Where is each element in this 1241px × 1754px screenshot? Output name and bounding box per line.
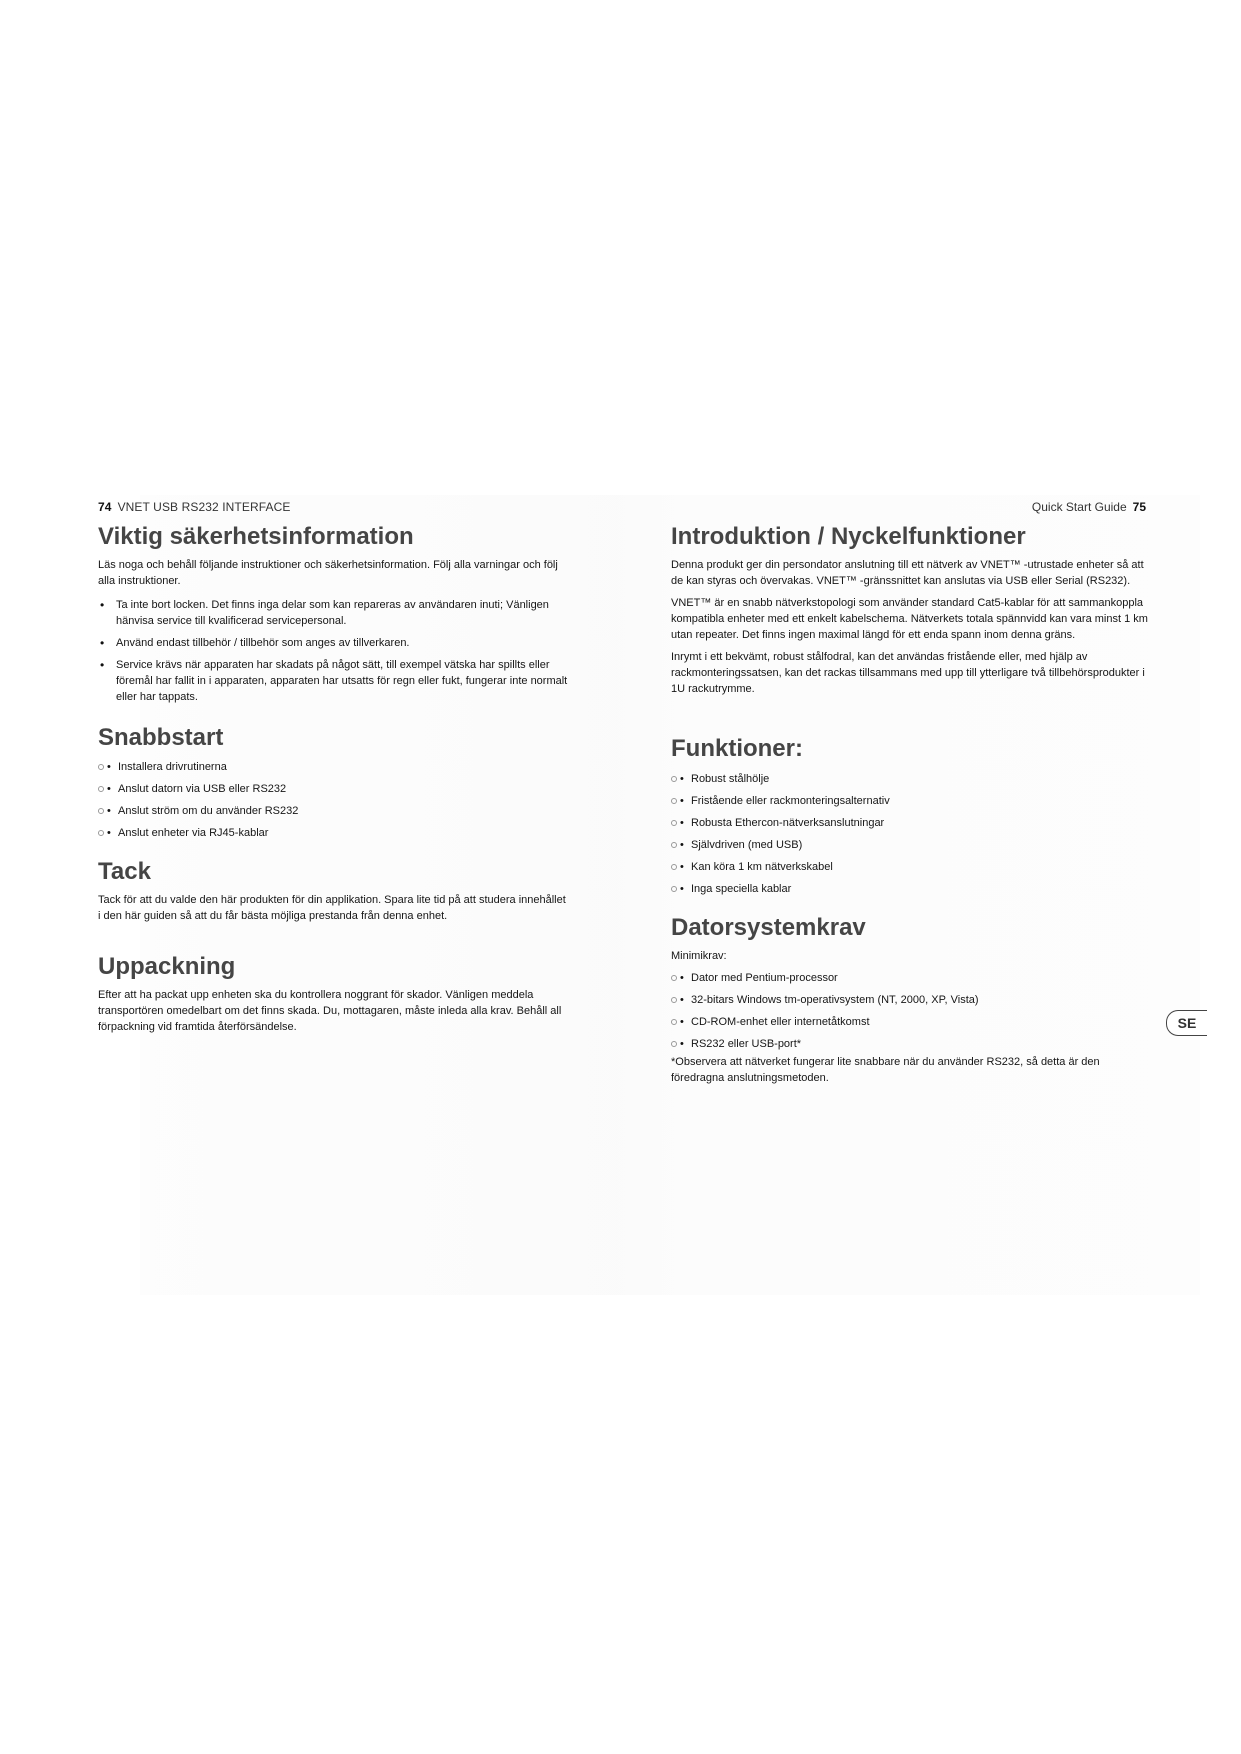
sysreq-heading: Datorsystemkrav (671, 914, 866, 941)
step-text: Anslut datorn via USB eller RS232 (118, 783, 287, 795)
right-page-header (900, 500, 1146, 514)
checkbox-circle-icon (98, 764, 104, 770)
safety-list (98, 597, 568, 705)
language-tab: SE (1166, 1010, 1207, 1036)
right-page-number: 75 (1132, 500, 1146, 514)
checkbox-circle-icon (671, 975, 677, 981)
step-text: Anslut enheter via RJ45-kablar (118, 827, 269, 839)
checkbox-circle-icon (671, 798, 677, 804)
intro-paragraph-1: Denna produkt ger din persondator anslutning till ett nätverk av VNET™ -utrustade enheter så att de kan styras och övervakas. VNET™ -gränssnittet kan anslutas via USB eller Serial (RS232). (671, 559, 1144, 587)
bullet-icon: • (680, 773, 684, 785)
requirement-text: 32-bitars Windows tm-operativsystem (NT, 2000, XP, Vista) (691, 994, 979, 1006)
list-item (98, 781, 568, 797)
feature-text: Kan köra 1 km nätverkskabel (691, 861, 833, 873)
quickstart-heading: Snabbstart (98, 724, 224, 751)
checkbox-circle-icon (671, 864, 677, 870)
list-item (98, 657, 568, 705)
bullet-icon: • (107, 761, 111, 773)
sysreq-section (671, 948, 1151, 1086)
bullet-icon: • (100, 658, 105, 672)
requirement-text: RS232 eller USB-port* (691, 1038, 802, 1050)
bullet-icon: • (680, 972, 684, 984)
features-section (671, 771, 1151, 903)
bullet-icon: • (100, 598, 105, 612)
safety-intro: Läs noga och behåll följande instruktioner och säkerhetsinformation. Följ alla varningar och följ alla instruktioner. (98, 559, 558, 587)
bullet-icon: • (107, 783, 111, 795)
sysreq-list (671, 970, 1151, 1052)
thanks-section (98, 892, 568, 924)
list-item (671, 1014, 1151, 1030)
step-text: Anslut ström om du använder RS232 (118, 805, 299, 817)
sysreq-note: *Observera att nätverket fungerar lite snabbare när du använder RS232, så detta är den föredragna anslutningsmetoden. (671, 1056, 1100, 1084)
bullet-icon: • (680, 839, 684, 851)
left-page-number: 74 (98, 500, 112, 514)
safety-heading: Viktig säkerhetsinformation (98, 523, 414, 550)
checkbox-circle-icon (671, 997, 677, 1003)
checkbox-circle-icon (671, 1041, 677, 1047)
quickstart-section (98, 759, 568, 847)
list-item (671, 815, 1151, 831)
feature-text: Robust stålhölje (691, 773, 770, 785)
safety-item-text: Service krävs när apparaten har skadats på något sätt, till exempel vätska har spillts eller föremål har fallit in i apparaten, apparaten har utsatts för regn eller fukt, fungerar inte normalt eller har tappats. (116, 659, 568, 703)
bullet-icon: • (107, 827, 111, 839)
checkbox-circle-icon (671, 842, 677, 848)
intro-heading: Introduktion / Nyckelfunktioner (671, 523, 1026, 550)
left-page-header (98, 500, 290, 514)
feature-text: Inga speciella kablar (691, 883, 792, 895)
left-header-title: VNET USB RS232 INTERFACE (117, 500, 291, 514)
intro-section (671, 557, 1151, 697)
thanks-heading: Tack (98, 858, 151, 885)
right-header-title: Quick Start Guide (1031, 500, 1127, 514)
checkbox-circle-icon (98, 808, 104, 814)
unpacking-heading: Uppackning (98, 953, 236, 980)
safety-item-text: Ta inte bort locken. Det finns inga delar som kan repareras av användaren inuti; Vänligen hänvisa service till kvalificerad servicepersonal. (116, 599, 549, 627)
list-item (671, 793, 1151, 809)
feature-text: Fristående eller rackmonteringsalternativ (691, 795, 890, 807)
checkbox-circle-icon (671, 886, 677, 892)
bullet-icon: • (680, 795, 684, 807)
safety-item-text: Använd endast tillbehör / tillbehör som anges av tillverkaren. (116, 637, 410, 649)
intro-paragraph-2: VNET™ är en snabb nätverkstopologi som använder standard Cat5-kablar för att sammankoppla kompatibla enheter med ett enkelt kabelschema. Nätverkets totala spännvidd kan vara minst 1 km utan repeater. Det finns ingen maximal längd för ett enda spann inom denna gräns. (671, 597, 1148, 641)
list-item (671, 970, 1151, 986)
features-heading: Funktioner: (671, 735, 803, 762)
step-text: Installera drivrutinerna (118, 761, 227, 773)
list-item (98, 759, 568, 775)
list-item (671, 837, 1151, 853)
list-item (671, 881, 1151, 897)
safety-section (98, 557, 568, 711)
unpacking-text: Efter att ha packat upp enheten ska du kontrollera noggrant för skador. Vänligen meddela transportören omedelbart om det finns skada. Du, mottagaren, måste inleda alla krav. Behåll all förpackning vid framtida återförsändelse. (98, 989, 562, 1033)
bullet-icon: • (680, 817, 684, 829)
bullet-icon: • (680, 883, 684, 895)
checkbox-circle-icon (671, 820, 677, 826)
bullet-icon: • (680, 1038, 684, 1050)
list-item (98, 825, 568, 841)
feature-text: Självdriven (med USB) (691, 839, 803, 851)
quickstart-list (98, 759, 568, 841)
features-list (671, 771, 1151, 897)
checkbox-circle-icon (671, 1019, 677, 1025)
checkbox-circle-icon (671, 776, 677, 782)
bullet-icon: • (107, 805, 111, 817)
list-item (98, 635, 568, 651)
checkbox-circle-icon (98, 786, 104, 792)
thanks-text: Tack för att du valde den här produkten för din applikation. Spara lite tid på att studera innehållet i den här guiden så att du får bästa möjliga prestanda från denna enhet. (98, 894, 566, 922)
bullet-icon: • (100, 636, 105, 650)
list-item (98, 803, 568, 819)
list-item (671, 771, 1151, 787)
minimum-label: Minimikrav: (671, 950, 727, 962)
feature-text: Robusta Ethercon-nätverksanslutningar (691, 817, 885, 829)
list-item (671, 992, 1151, 1008)
intro-paragraph-3: Inrymt i ett bekvämt, robust stålfodral, kan det användas fristående eller, med hjälp av rackmonteringssatsen, kan det rackas tillsammans med upp till ytterligare två tillbehörsprodukter i 1U rackutrymme. (671, 651, 1145, 695)
bullet-icon: • (680, 994, 684, 1006)
unpacking-section (98, 987, 568, 1035)
bullet-icon: • (680, 861, 684, 873)
list-item (671, 1036, 1151, 1052)
requirement-text: CD-ROM-enhet eller internetåtkomst (691, 1016, 870, 1028)
bullet-icon: • (680, 1016, 684, 1028)
checkbox-circle-icon (98, 830, 104, 836)
list-item (98, 597, 568, 629)
list-item (671, 859, 1151, 875)
requirement-text: Dator med Pentium-processor (691, 972, 838, 984)
